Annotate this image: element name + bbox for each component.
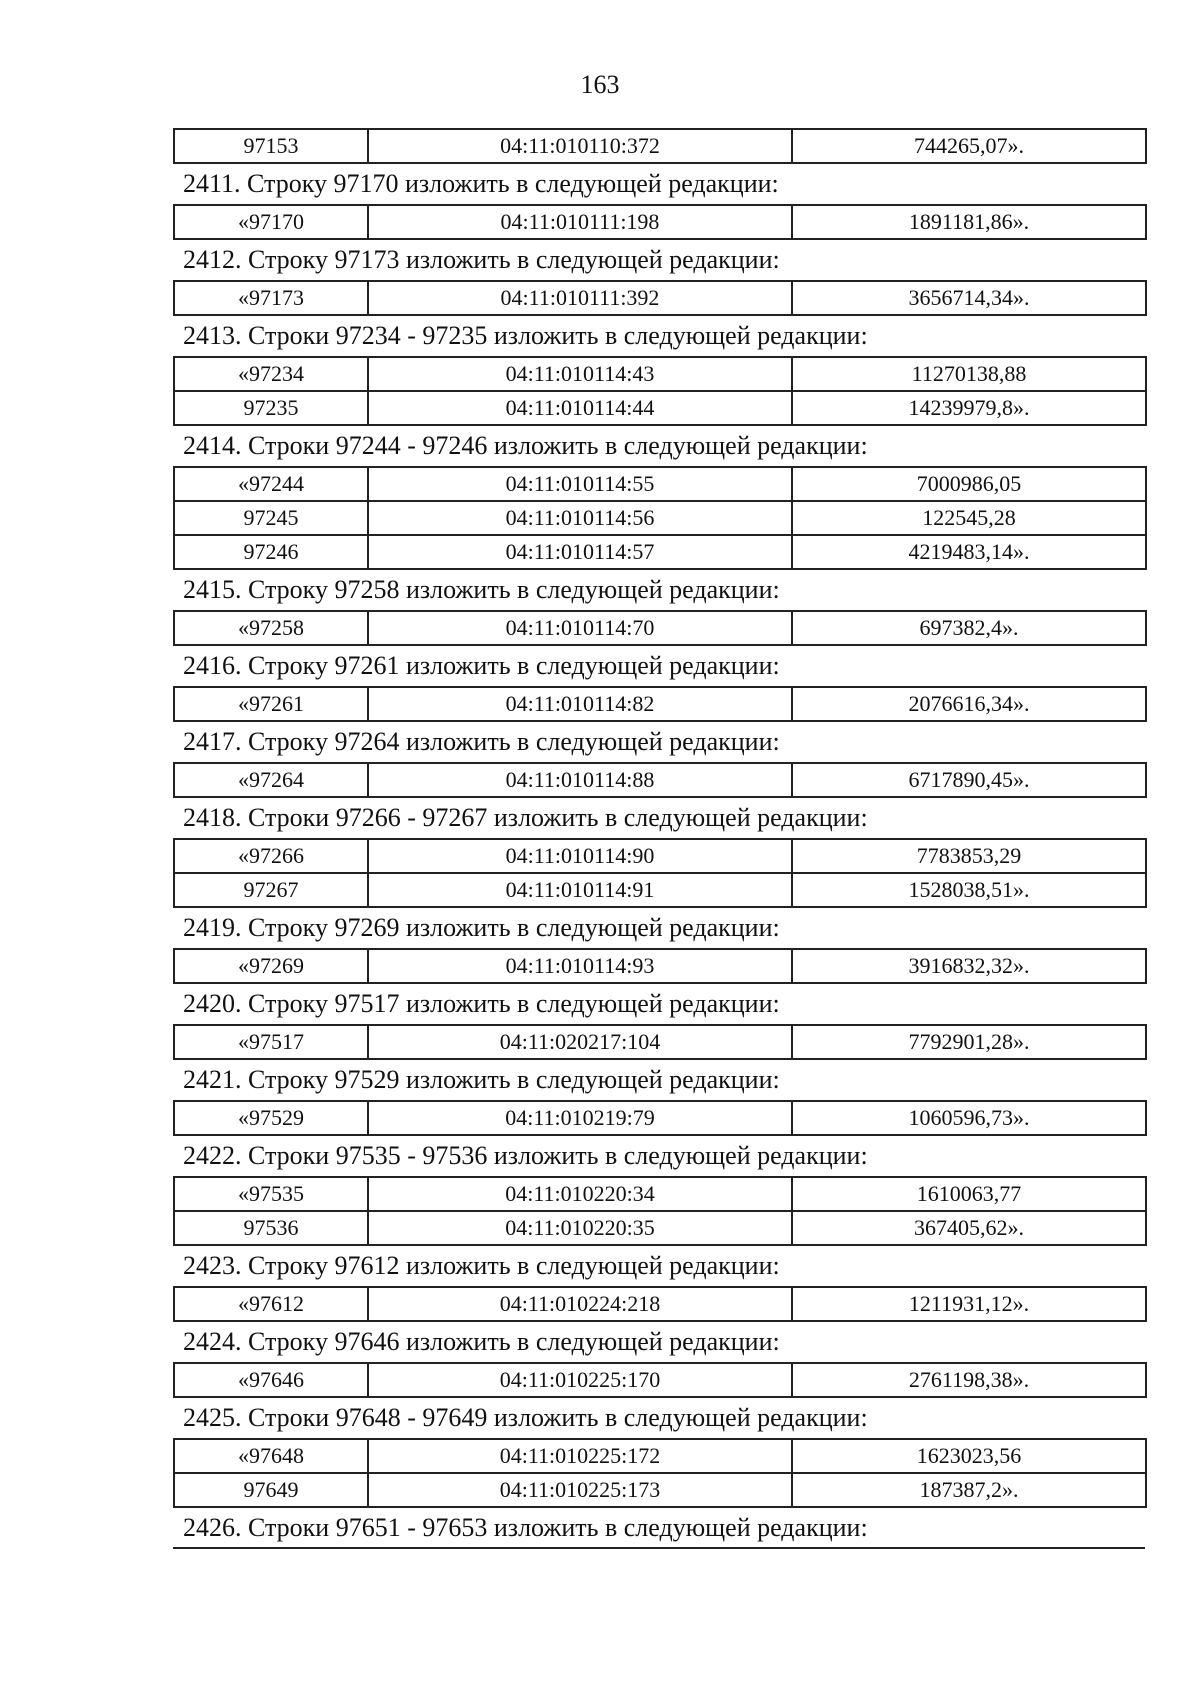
table-row [174,839,1146,873]
cadastral-number-cell: 04:11:010114:70 [368,611,792,645]
cadastral-number-cell: 04:11:010225:172 [368,1439,792,1473]
data-table [173,204,1147,240]
data-table [173,356,1147,426]
cadastral-number-cell: 04:11:010114:55 [368,467,792,501]
value-cell: 367405,62». [792,1211,1146,1245]
row-number-cell: «97646 [174,1363,368,1397]
row-number-cell: 97267 [174,873,368,907]
data-table [173,1024,1147,1060]
table-row [174,763,1146,797]
section-heading: 2424. Строку 97646 изложить в следующей редакции: [183,1327,780,1356]
section-heading: 2416. Строку 97261 изложить в следующей редакции: [183,651,780,680]
cadastral-number-cell: 04:11:010114:90 [368,839,792,873]
value-cell: 3916832,32». [792,949,1146,983]
cadastral-number-cell: 04:11:010224:218 [368,1287,792,1321]
table-row [174,281,1146,315]
row-number-cell: 97245 [174,501,368,535]
table-row [174,949,1146,983]
cadastral-number-cell: 04:11:010114:82 [368,687,792,721]
section-heading: 2420. Строку 97517 изложить в следующей редакции: [183,989,780,1018]
page-number: 163 [580,70,620,99]
data-table [173,1176,1147,1246]
value-cell: 2761198,38». [792,1363,1146,1397]
row-number-cell: «97535 [174,1177,368,1211]
data-table [173,1100,1147,1136]
row-number-cell: «97261 [174,687,368,721]
section-heading: 2419. Строку 97269 изложить в следующей редакции: [183,913,780,942]
table-row [174,1101,1146,1135]
value-cell: 7792901,28». [792,1025,1146,1059]
data-table [173,610,1147,646]
cadastral-number-cell: 04:11:010114:44 [368,391,792,425]
data-table [173,1438,1147,1508]
table-row [174,1025,1146,1059]
cadastral-number-cell: 04:11:010114:57 [368,535,792,569]
cadastral-number-cell: 04:11:010111:392 [368,281,792,315]
row-number-cell: «97612 [174,1287,368,1321]
value-cell: 187387,2». [792,1473,1146,1507]
data-table [173,1286,1147,1322]
table-row [174,129,1146,163]
section-heading: 2422. Строки 97535 - 97536 изложить в следующей редакции: [183,1141,868,1170]
section-heading: 2425. Строки 97648 - 97649 изложить в следующей редакции: [183,1403,868,1432]
row-number-cell: «97517 [174,1025,368,1059]
row-number-cell: «97529 [174,1101,368,1135]
value-cell: 1891181,86». [792,205,1146,239]
table-row [174,687,1146,721]
data-table [173,948,1147,984]
cadastral-number-cell: 04:11:010111:198 [368,205,792,239]
data-table [173,1362,1147,1398]
table-row [174,1439,1146,1473]
row-number-cell: 97649 [174,1473,368,1507]
data-table [173,686,1147,722]
value-cell: 1610063,77 [792,1177,1146,1211]
value-cell: 14239979,8». [792,391,1146,425]
row-number-cell: «97648 [174,1439,368,1473]
row-number-cell: 97536 [174,1211,368,1245]
data-table [173,280,1147,316]
row-number-cell: «97266 [174,839,368,873]
row-number-cell: 97246 [174,535,368,569]
cadastral-number-cell: 04:11:010225:170 [368,1363,792,1397]
table-row [174,1363,1146,1397]
data-table [173,128,1147,164]
value-cell: 122545,28 [792,501,1146,535]
table-row [174,611,1146,645]
row-number-cell: «97258 [174,611,368,645]
cadastral-number-cell: 04:11:010219:79 [368,1101,792,1135]
value-cell: 744265,07». [792,129,1146,163]
section-heading: 2421. Строку 97529 изложить в следующей редакции: [183,1065,780,1094]
section-heading: 2423. Строку 97612 изложить в следующей редакции: [183,1251,780,1280]
section-heading: 2417. Строку 97264 изложить в следующей редакции: [183,727,780,756]
row-number-cell: «97234 [174,357,368,391]
value-cell: 1528038,51». [792,873,1146,907]
table-row [174,1287,1146,1321]
cadastral-number-cell: 04:11:010114:88 [368,763,792,797]
cadastral-number-cell: 04:11:010114:56 [368,501,792,535]
table-row [174,391,1146,425]
value-cell: 7783853,29 [792,839,1146,873]
section-heading: 2413. Строки 97234 - 97235 изложить в следующей редакции: [183,321,868,350]
row-number-cell: «97269 [174,949,368,983]
row-number-cell: «97244 [174,467,368,501]
value-cell: 2076616,34». [792,687,1146,721]
cadastral-number-cell: 04:11:020217:104 [368,1025,792,1059]
row-number-cell: «97170 [174,205,368,239]
value-cell: 4219483,14». [792,535,1146,569]
section-heading: 2418. Строки 97266 - 97267 изложить в следующей редакции: [183,803,868,832]
row-number-cell: 97235 [174,391,368,425]
value-cell: 11270138,88 [792,357,1146,391]
data-table [173,466,1147,570]
table-row [174,357,1146,391]
cadastral-number-cell: 04:11:010114:43 [368,357,792,391]
cadastral-number-cell: 04:11:010114:91 [368,873,792,907]
table-row [174,1211,1146,1245]
value-cell: 697382,4». [792,611,1146,645]
data-table [173,762,1147,798]
cadastral-number-cell: 04:11:010114:93 [368,949,792,983]
cadastral-number-cell: 04:11:010220:34 [368,1177,792,1211]
document-body [173,128,1145,1549]
row-number-cell: «97264 [174,763,368,797]
value-cell: 7000986,05 [792,467,1146,501]
table-row [174,1473,1146,1507]
cadastral-number-cell: 04:11:010220:35 [368,1211,792,1245]
table-row [174,501,1146,535]
section-heading: 2415. Строку 97258 изложить в следующей редакции: [183,575,780,604]
table-row [174,535,1146,569]
value-cell: 1060596,73». [792,1101,1146,1135]
section-heading: 2412. Строку 97173 изложить в следующей редакции: [183,245,780,274]
data-table [173,838,1147,908]
cadastral-number-cell: 04:11:010225:173 [368,1473,792,1507]
value-cell: 6717890,45». [792,763,1146,797]
value-cell: 1211931,12». [792,1287,1146,1321]
section-heading: 2414. Строки 97244 - 97246 изложить в следующей редакции: [183,431,868,460]
row-number-cell: «97173 [174,281,368,315]
section-heading: 2411. Строку 97170 изложить в следующей редакции: [183,169,779,198]
cadastral-number-cell: 04:11:010110:372 [368,129,792,163]
table-row [174,205,1146,239]
table-row [174,1177,1146,1211]
row-number-cell: 97153 [174,129,368,163]
table-row [174,873,1146,907]
value-cell: 1623023,56 [792,1439,1146,1473]
table-row [174,467,1146,501]
section-heading: 2426. Строки 97651 - 97653 изложить в следующей редакции: [173,1508,1145,1549]
value-cell: 3656714,34». [792,281,1146,315]
